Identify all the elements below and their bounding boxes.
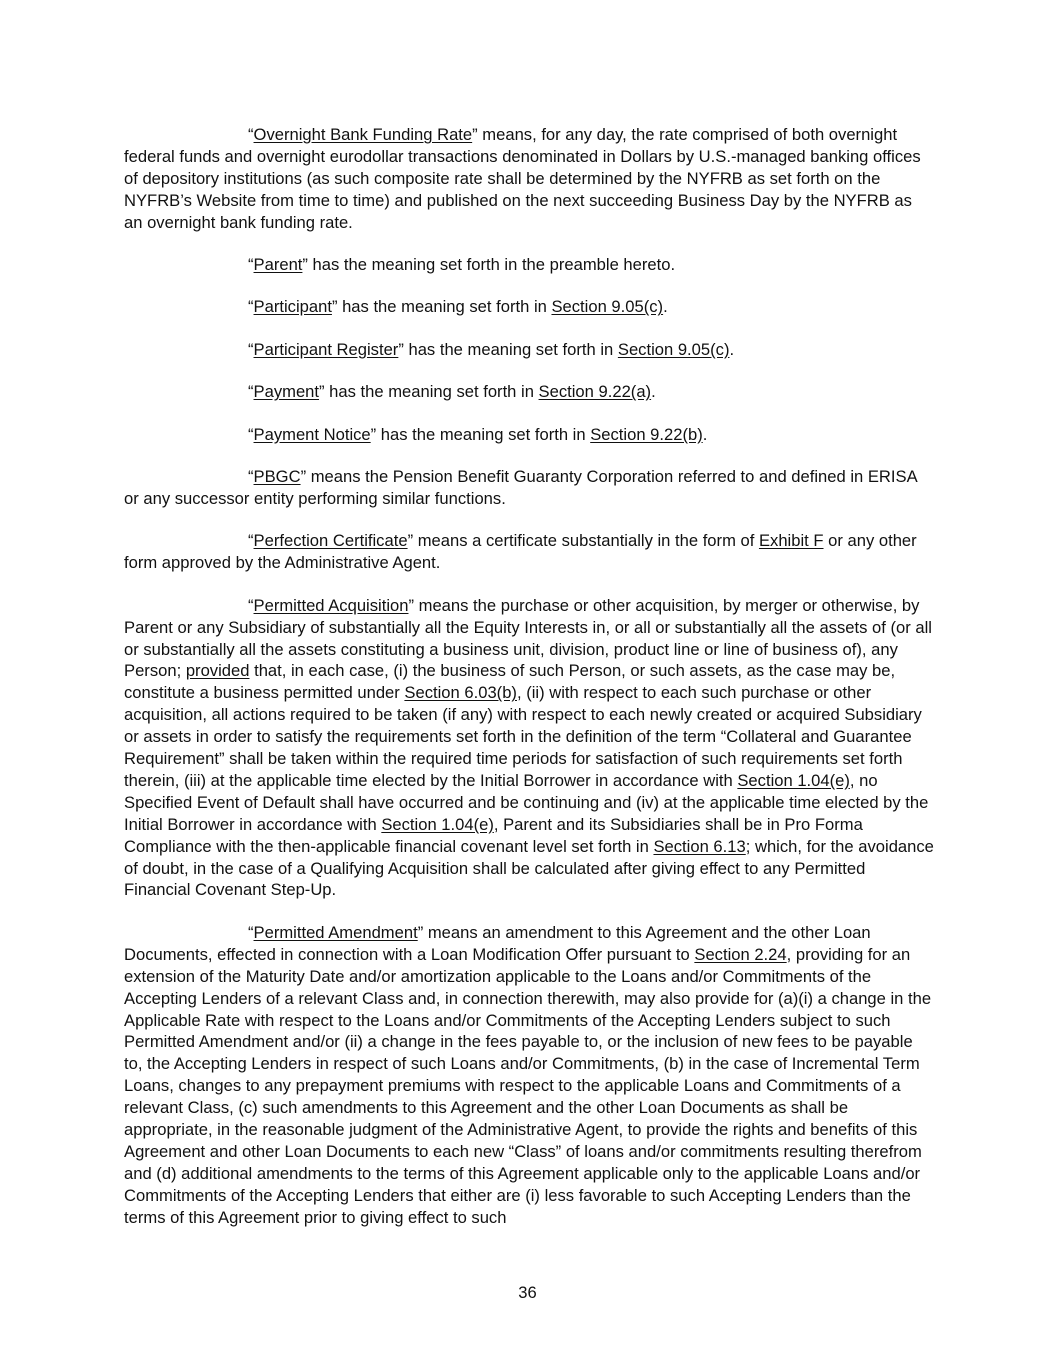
- open-quote: “: [248, 339, 254, 359]
- definition-text: ” means the Pension Benefit Guaranty Corporation referred to and defined in ERISA or any successor entity performing similar functions.: [124, 467, 917, 508]
- section-reference: Section 9.05(c): [617, 339, 730, 359]
- definition-text: that, in each case, (i) the business of such Person, or such assets, as the case may be, constitute a business permitted under: [124, 661, 896, 703]
- page-number: 36: [518, 1283, 537, 1302]
- open-quote: “: [248, 595, 254, 615]
- provided-keyword: provided: [185, 661, 250, 681]
- definition-text: or any other form approved by the Administrative Agent.: [124, 531, 917, 573]
- open-quote: “: [248, 467, 254, 487]
- definition-text: ” means the purchase or other acquisition, by merger or otherwise, by Parent or any Subsidiary of substantially all the Equity Interests in, or all or substantially all the assets of (or all or substantially all the assets constituting a business unit, division, product line or line of business of), any Person;: [124, 595, 932, 681]
- definition-text: ” has the meaning set forth in: [319, 382, 539, 402]
- definition-text: .: [729, 339, 735, 359]
- definition-text: ; which, for the avoidance of doubt, in the case of a Qualifying Acquisition shall be calculated after giving effect to any Permitted Financial Covenant Step-Up.: [124, 836, 934, 900]
- open-quote: “: [248, 255, 254, 275]
- definition-pbgc: [124, 466, 934, 510]
- defined-term: Permitted Amendment: [253, 922, 418, 942]
- open-quote: “: [248, 922, 254, 942]
- section-reference: Section 9.22(b): [590, 424, 703, 444]
- definition-text: , (ii) with respect to each such purchase or other acquisition, all actions required to be taken (if any) with respect to each newly created or acquired Subsidiary or assets in order to satisfy the requirements set forth in the definition of the term “Collateral and Guarantee Requirement” shall be taken within the required time periods for satisfaction of such requirements set forth therein, (iii) at the applicable time elected by the Initial Borrower in accordance with: [124, 683, 922, 790]
- definition-text: ” means a certificate substantially in the form of: [407, 531, 759, 551]
- defined-term: Participant: [253, 297, 332, 317]
- section-reference: Section 6.13: [653, 836, 746, 856]
- section-reference: Section 9.22(a): [538, 382, 652, 402]
- open-quote: “: [248, 297, 254, 317]
- definition-text: ” means an amendment to this Agreement and the other Loan Documents, effected in connection with a Loan Modification Offer pursuant to: [124, 922, 871, 964]
- document-page: [124, 124, 934, 1249]
- section-reference: Section 6.03(b): [404, 683, 517, 703]
- definition-text: ” has the meaning set forth in the preamble hereto.: [302, 255, 676, 275]
- definition-text: .: [651, 382, 656, 402]
- definition-payment: [124, 381, 934, 403]
- definition-text: , providing for an extension of the Maturity Date and/or amortization applicable to the Loans and/or Commitments of the Accepting Lenders of a relevant Class and, in connection therewith, may also provide for (a)(i) a change in the Applicable Rate with respect to the Loans and/or Commitments of the Accepting Lenders subject to such Permitted Amendment and/or (ii) a change in the fees payable to, or the inclusion of new fees to be payable to, the Accepting Lenders in respect of such Loans and/or Commitments, (b) in the case of Incremental Term Loans, changes to any prepayment premiums with respect to the applicable Loans and Commitments of a relevant Class, (c) such amendments to this Agreement and the other Loan Documents as shall be appropriate, in the reasonable judgment of the Administrative Agent, to provide the rights and benefits of this Agreement and other Loan Documents to each new “Class” of loans and/or commitments resulting therefrom and (d) additional amendments to the terms of this Agreement applicable only to the applicable Loans and/or Commitments of the Accepting Lenders that either are (i) less favorable to such Accepting Lenders than the terms of this Agreement prior to giving effect to such: [124, 944, 932, 1227]
- defined-term: PBGC: [253, 467, 301, 487]
- defined-term: Payment Notice: [253, 424, 371, 444]
- definition-text: ” means, for any day, the rate comprised of both overnight federal funds and overnight eurodollar transactions denominated in Dollars by U.S.-managed banking offices of depository institutions (as such composite rate shall be determined by the NYFRB as set forth on the NYFRB’s Website from time to time) and published on the next succeeding Business Day by the NYFRB as an overnight bank funding rate.: [124, 125, 921, 232]
- defined-term: Overnight Bank Funding Rate: [253, 125, 473, 144]
- definition-payment-notice: [124, 424, 934, 446]
- definition-participant: [124, 296, 934, 318]
- definition-perfection-certificate: [124, 530, 934, 574]
- definition-permitted-amendment: [124, 922, 934, 1229]
- definition-text: ” has the meaning set forth in: [331, 297, 552, 317]
- definition-overnight-bank-funding-rate: [124, 124, 934, 234]
- defined-term: Participant Register: [253, 339, 399, 359]
- defined-term: Permitted Acquisition: [253, 595, 409, 615]
- defined-term: Payment: [253, 382, 320, 402]
- exhibit-reference: Exhibit F: [758, 531, 824, 551]
- open-quote: “: [248, 531, 254, 551]
- open-quote: “: [248, 382, 254, 402]
- open-quote: “: [248, 424, 254, 444]
- open-quote: “: [248, 125, 254, 144]
- definition-parent: [124, 254, 934, 276]
- definition-text: ” has the meaning set forth in: [398, 339, 618, 359]
- definition-text: ” has the meaning set forth in: [370, 424, 591, 444]
- defined-term: Perfection Certificate: [253, 531, 408, 551]
- section-reference: Section 9.05(c): [551, 297, 664, 317]
- section-reference: Section 1.04(e): [381, 814, 494, 834]
- definition-text: .: [663, 297, 668, 317]
- definition-permitted-acquisition: [124, 595, 934, 902]
- section-reference: Section 2.24: [694, 944, 787, 964]
- defined-term: Parent: [253, 255, 303, 275]
- section-reference: Section 1.04(e): [737, 770, 850, 790]
- definition-text: , Parent and its Subsidiaries shall be in Pro Forma Compliance with the then-applicable financial covenant level set forth in: [124, 814, 863, 856]
- definition-participant-register: [124, 339, 934, 361]
- definition-text: .: [702, 424, 708, 444]
- definition-text: , no Specified Event of Default shall have occurred and be continuing and (iv) at the applicable time elected by the Initial Borrower in accordance with: [124, 770, 929, 834]
